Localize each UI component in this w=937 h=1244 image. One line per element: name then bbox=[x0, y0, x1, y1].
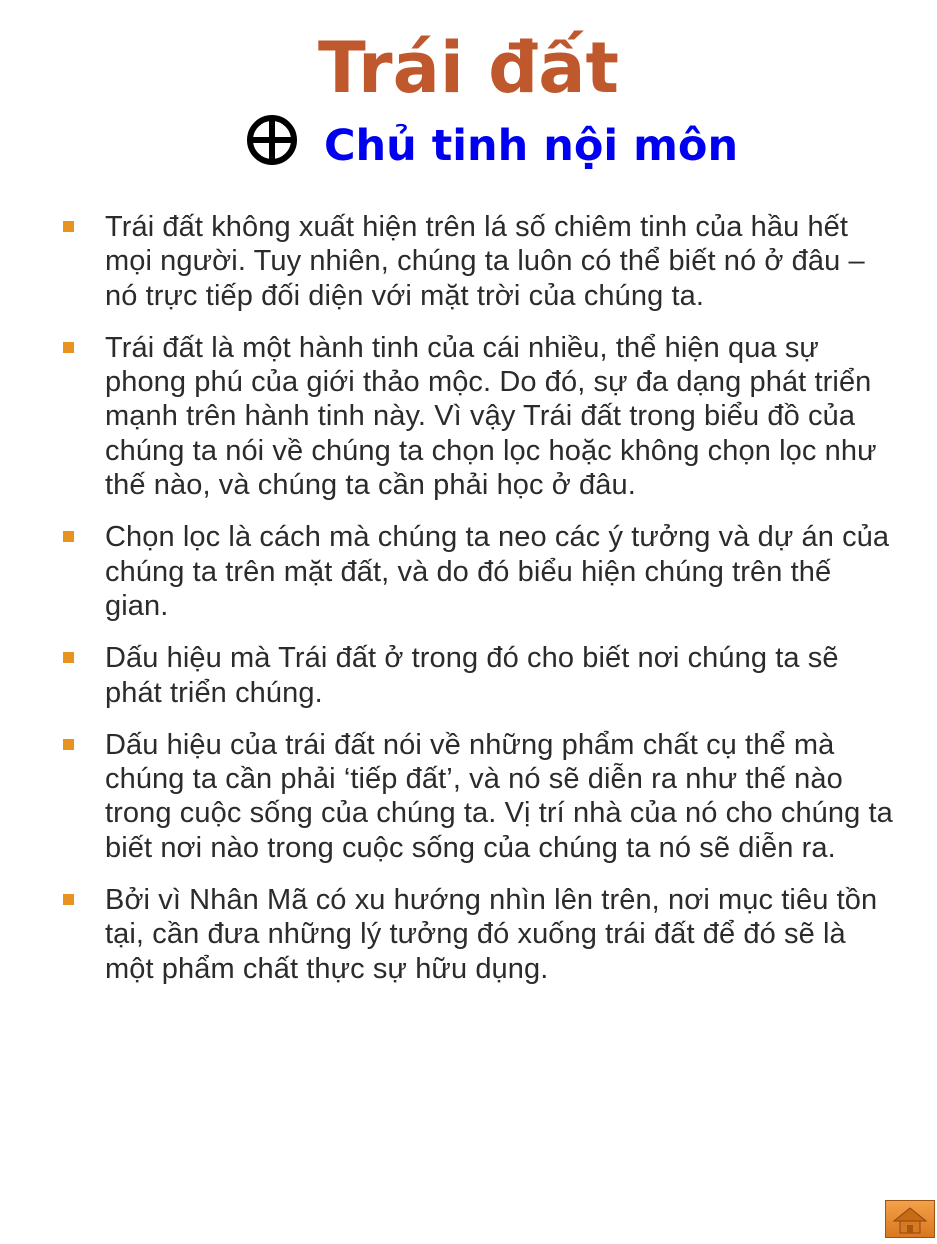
bullet-item bbox=[0, 641, 937, 710]
bullet-item bbox=[0, 883, 937, 986]
bullet-text: Trái đất không xuất hiện trên lá số chiêm tinh của hầu hết mọi người. Tuy nhiên, chúng ta luôn có thể biết nó ở đâu – nó trực tiếp đối diện với mặt trời của chúng ta. bbox=[105, 211, 865, 312]
slide-subtitle: Chủ tinh nội môn bbox=[324, 121, 739, 171]
bullet-text: Trái đất là một hành tinh của cái nhiều, thể hiện qua sự phong phú của giới thảo mộc. Do đó, sự đa dạng phát triển mạnh trên hành tinh này. Vì vậy Trái đất trong biểu đồ của chúng ta nói về chúng ta chọn lọc hoặc không chọn lọc như thế nào, và chúng ta cần phải học ở đâu. bbox=[105, 331, 877, 502]
square-bullet-icon bbox=[63, 342, 74, 353]
slide-title: Trái đất bbox=[318, 27, 619, 109]
bullet-text: Bởi vì Nhân Mã có xu hướng nhìn lên trên, nơi mục tiêu tồn tại, cần đưa những lý tưởng đó xuống trái đất để đó sẽ là một phẩm chất thực sự hữu dụng. bbox=[105, 884, 878, 985]
bullet-text: Dấu hiệu mà Trái đất ở trong đó cho biết nơi chúng ta sẽ phát triển chúng. bbox=[105, 642, 839, 709]
square-bullet-icon bbox=[63, 652, 74, 663]
home-icon bbox=[886, 1201, 934, 1237]
earth-cross-circle-icon bbox=[246, 114, 298, 166]
home-button[interactable] bbox=[885, 1200, 935, 1238]
bullet-item bbox=[0, 520, 937, 623]
square-bullet-icon bbox=[63, 894, 74, 905]
bullet-item bbox=[0, 210, 937, 313]
bullet-item bbox=[0, 331, 937, 502]
square-bullet-icon bbox=[63, 739, 74, 750]
bullet-text: Chọn lọc là cách mà chúng ta neo các ý tưởng và dự án của chúng ta trên mặt đất, và do đó biểu hiện chúng trên thế gian. bbox=[105, 521, 890, 622]
bullet-item bbox=[0, 728, 937, 865]
square-bullet-icon bbox=[63, 221, 74, 232]
square-bullet-icon bbox=[63, 531, 74, 542]
bullet-list bbox=[0, 210, 937, 1004]
subtitle-row bbox=[0, 112, 937, 176]
bullet-text: Dấu hiệu của trái đất nói về những phẩm chất cụ thể mà chúng ta cần phải ‘tiếp đất’, và nó sẽ diễn ra như thế nào trong cuộc sống của chúng ta. Vị trí nhà của nó cho chúng ta biết nơi nào trong cuộc sống của chúng ta nó sẽ diễn ra. bbox=[105, 728, 893, 864]
